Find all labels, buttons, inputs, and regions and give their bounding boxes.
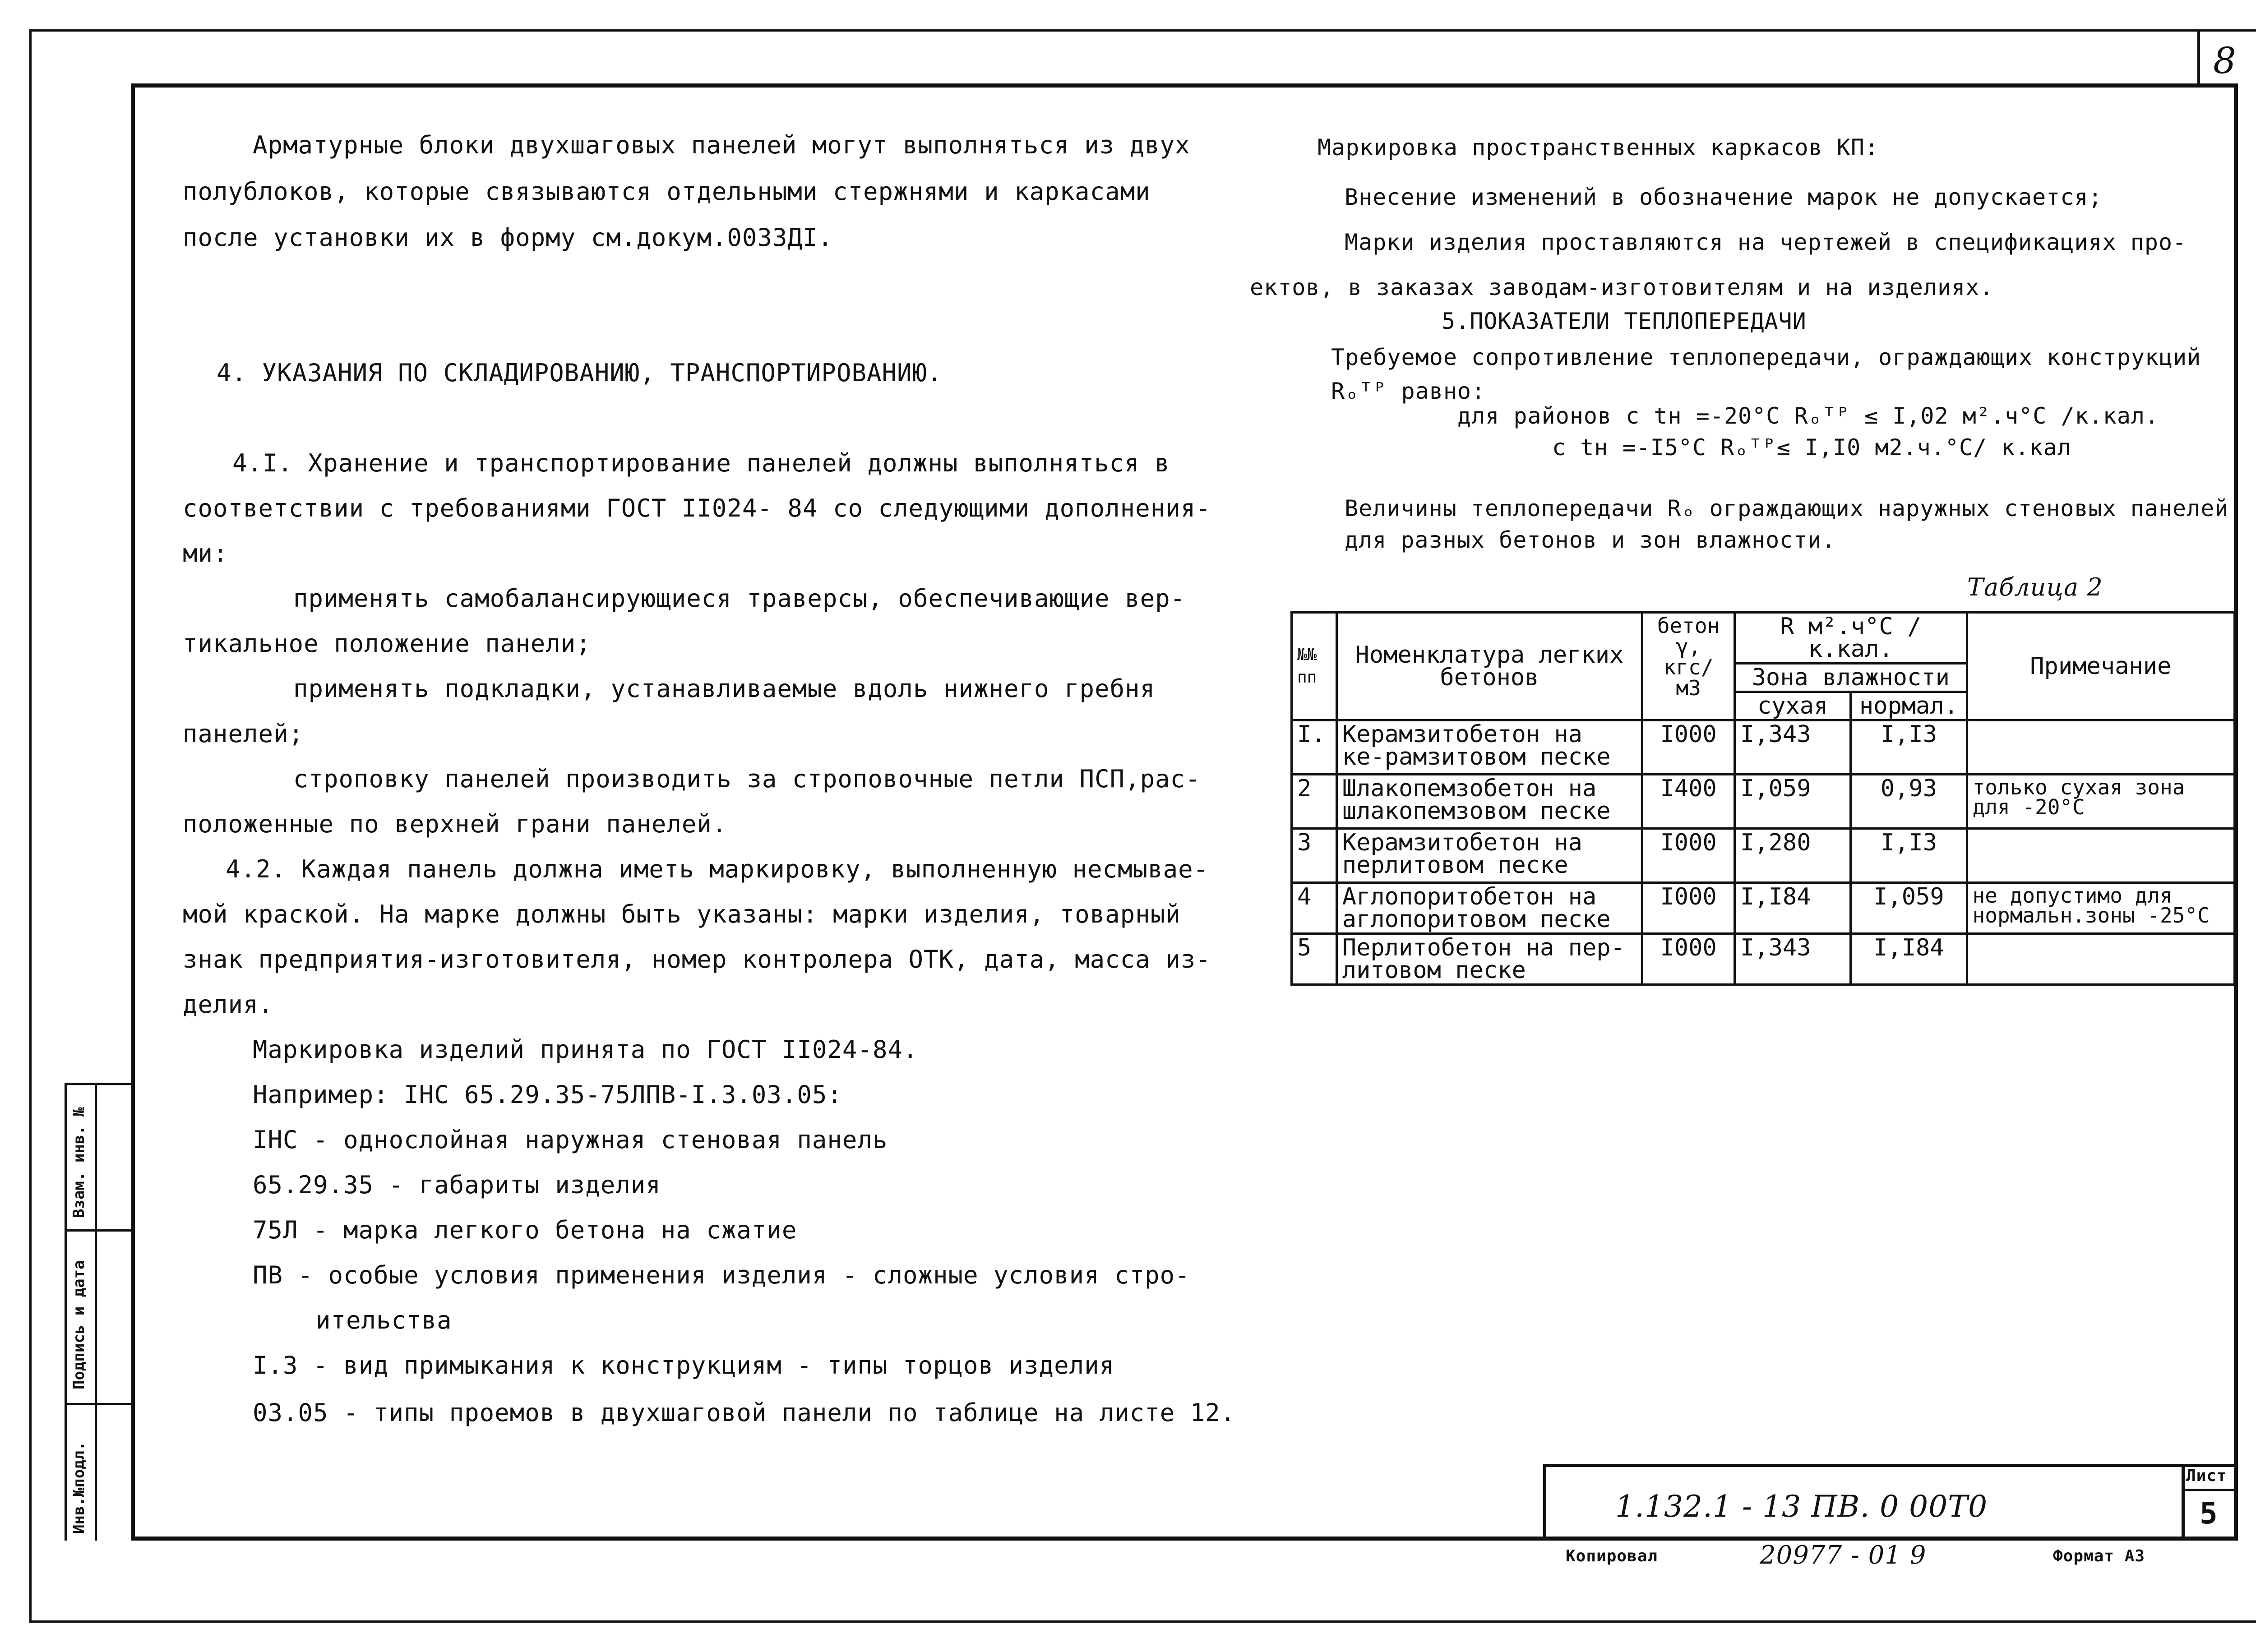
- cell-note: только сухая зона для -20°С: [1967, 775, 2234, 829]
- req-line1: Требуемое сопротивление теплопередачи, ограждающих конструкций: [1331, 344, 2201, 370]
- cell-name: Шлакопемзобетон на шлакопемзовом песке: [1336, 775, 1642, 829]
- p41-item-line: тикальное положение панели;: [183, 629, 591, 658]
- cell-num: 4: [1292, 883, 1337, 934]
- p41-item-line: строповку панелей производить за строповочные петли ПСП,рас-: [293, 765, 1201, 793]
- cell-name: Перлитобетон на пер-литовом песке: [1336, 934, 1642, 985]
- stamp-top: [1543, 1464, 2238, 1467]
- side-stamp-col: [95, 1083, 97, 1541]
- header-r: R м².ч°С /к.кал.: [1734, 613, 1967, 664]
- stamp-list-label-line: [2182, 1489, 2238, 1491]
- cell-name: Керамзитобетон на перлитовом песке: [1336, 829, 1642, 883]
- corner-box-left: [2197, 29, 2200, 83]
- formula2: с tн =-I5°С Rₒᵀᴾ≤ I,I0 м2.ч.°С/ к.кал: [1552, 434, 2071, 461]
- kp-line: ектов, в заказах заводам-изготовителям и на изделиях.: [1250, 274, 1994, 300]
- table-row: [1292, 775, 2235, 829]
- table-row: [1292, 720, 2235, 775]
- outer-frame-top: [29, 29, 2256, 32]
- table-row: [1292, 829, 2235, 883]
- table-caption: Таблица 2: [1967, 573, 2103, 601]
- cell-dry: I,280: [1734, 829, 1850, 883]
- cell-note: [1967, 829, 2234, 883]
- stamp-designation: 1.132.1 - 13 ПВ. 0 00Т0: [1615, 1489, 1988, 1524]
- side-stamp-divider: [65, 1403, 132, 1405]
- inner-frame-left: [131, 83, 135, 1541]
- kp-line: Марки изделия проставляются на чертежей в спецификациях про-: [1345, 229, 2187, 255]
- inner-frame-top: [131, 83, 2238, 88]
- formula1: для районов с tн =-20°С Rₒᵀᴾ ≤ I,02 м².ч°С /к.кал.: [1457, 403, 2159, 429]
- cell-dry: I,343: [1734, 934, 1850, 985]
- cell-name: Аглопоритобетон на аглопоритовом песке: [1336, 883, 1642, 934]
- header-beton: бетон γ, кгс/ м3: [1642, 613, 1735, 720]
- outer-frame-bottom: [29, 1620, 2256, 1623]
- header-dry: сухая: [1734, 692, 1850, 720]
- thermal-table: [1290, 611, 2236, 986]
- table-row: [1292, 883, 2235, 934]
- section5-title: 5.ПОКАЗАТЕЛИ ТЕПЛОПЕРЕДАЧИ: [1442, 308, 1807, 334]
- values-line2: для разных бетонов и зон влажности.: [1345, 527, 1836, 553]
- marking-line: Маркировка изделий принята по ГОСТ II024-84.: [253, 1035, 918, 1064]
- p42-line: 4.2. Каждая панель должна иметь маркировку, выполненную несмывае-: [226, 855, 1209, 883]
- p41-item-line: применять самобалансирующиеся траверсы, обеспечивающие вер-: [293, 584, 1186, 613]
- inner-frame-bottom: [131, 1537, 2238, 1541]
- side-stamp-divider: [65, 1083, 132, 1085]
- outer-frame-left: [29, 29, 32, 1622]
- marking-line: ПВ - особые условия применения изделия - сложные условия стро-: [253, 1261, 1190, 1289]
- table-header-row: [1292, 613, 2235, 664]
- sheet-corner-number: 8: [2213, 40, 2237, 82]
- p41-line2: соответствии с требованиями ГОСТ II024- 84 со следующими дополнения-: [183, 494, 1211, 522]
- p42-line: делия.: [183, 990, 274, 1019]
- section4-title: 4. УКАЗАНИЯ ПО СКЛАДИРОВАНИЮ, ТРАНСПОРТИРОВАНИЮ.: [217, 359, 943, 387]
- cell-note: [1967, 720, 2234, 775]
- cell-normal: I,I84: [1851, 934, 1967, 985]
- para1-line1: Арматурные блоки двухшаговых панелей могут выполняться из двух: [253, 131, 1190, 159]
- footer-number: 20977 - 01 9: [1760, 1541, 1927, 1570]
- side-stamp-inv: Инв.№подл.: [70, 1441, 88, 1534]
- side-stamp-left: [65, 1083, 67, 1541]
- cell-num: I.: [1292, 720, 1337, 775]
- side-stamp-divider: [65, 1229, 132, 1232]
- header-num: №№ пп: [1292, 613, 1337, 720]
- marking-line: 03.05 - типы проемов в двухшаговой панели по таблице на листе 12.: [253, 1398, 1236, 1427]
- cell-normal: 0,93: [1851, 775, 1967, 829]
- marking-line: IHC - однослойная наружная стеновая панель: [253, 1126, 888, 1154]
- cell-normal: I,059: [1851, 883, 1967, 934]
- p41-line3: ми:: [183, 539, 228, 568]
- values-line1: Величины теплопередачи Rₒ ограждающих наружных стеновых панелей: [1345, 495, 2229, 521]
- cell-beton: I000: [1642, 934, 1735, 985]
- footer-format: Формат А3: [2053, 1547, 2145, 1565]
- cell-num: 2: [1292, 775, 1337, 829]
- p42-line: мой краской. На марке должны быть указаны: марки изделия, товарный: [183, 900, 1181, 928]
- side-stamp-vzam: Взам. инв. №: [70, 1107, 88, 1218]
- table-row: [1292, 934, 2235, 985]
- header-zone: Зона влажности: [1734, 664, 1967, 692]
- stamp-left: [1543, 1464, 1546, 1541]
- header-note: Примечание: [1967, 613, 2234, 720]
- p42-line: знак предприятия-изготовителя, номер контролера ОТК, дата, масса из-: [183, 945, 1211, 974]
- p41-item-line: положенные по верхней грани панелей.: [183, 810, 727, 838]
- stamp-list-label: Лист: [2186, 1467, 2227, 1485]
- cell-dry: I,343: [1734, 720, 1850, 775]
- marking-line: ительства: [316, 1306, 452, 1334]
- cell-num: 5: [1292, 934, 1337, 985]
- cell-normal: I,I3: [1851, 829, 1967, 883]
- marking-line: Например: IHC 65.29.35-75ЛПВ-I.3.03.05:: [253, 1080, 842, 1109]
- cell-beton: I000: [1642, 720, 1735, 775]
- header-normal: нормал.: [1851, 692, 1967, 720]
- cell-note: не допустимо для нормальн.зоны -25°С: [1967, 883, 2234, 934]
- stamp-list-divider: [2182, 1464, 2185, 1541]
- p41-line1: 4.I. Хранение и транспортирование панелей должны выполняться в: [232, 449, 1170, 477]
- footer-copied: Копировал: [1566, 1547, 1658, 1565]
- req-line2: Rₒᵀᴾ равно:: [1331, 378, 1486, 404]
- header-name: Номенклатура легких бетонов: [1336, 613, 1642, 720]
- stamp-list-number: 5: [2200, 1496, 2218, 1531]
- cell-beton: I400: [1642, 775, 1735, 829]
- marking-line: 65.29.35 - габариты изделия: [253, 1171, 661, 1199]
- marking-line: I.3 - вид примыкания к конструкциям - типы торцов изделия: [253, 1351, 1115, 1380]
- p41-item-line: применять подкладки, устанавливаемые вдоль нижнего гребня: [293, 674, 1156, 703]
- kp-line: Внесение изменений в обозначение марок не допускается;: [1345, 184, 2103, 210]
- cell-name: Керамзитобетон на ке-рамзитовом песке: [1336, 720, 1642, 775]
- cell-beton: I000: [1642, 829, 1735, 883]
- cell-normal: I,I3: [1851, 720, 1967, 775]
- side-stamp-sign: Подпись и дата: [70, 1260, 88, 1389]
- cell-dry: I,059: [1734, 775, 1850, 829]
- cell-note: [1967, 934, 2234, 985]
- kp-line: Маркировка пространственных каркасов КП:: [1318, 134, 1879, 161]
- p41-item-line: панелей;: [183, 720, 304, 748]
- para1-line3: после установки их в форму см.докум.0033ДI.: [183, 223, 833, 252]
- cell-dry: I,I84: [1734, 883, 1850, 934]
- cell-num: 3: [1292, 829, 1337, 883]
- para1-line2: полублоков, которые связываются отдельными стержнями и каркасами: [183, 177, 1151, 206]
- marking-line: 75Л - марка легкого бетона на сжатие: [253, 1216, 797, 1244]
- cell-beton: I000: [1642, 883, 1735, 934]
